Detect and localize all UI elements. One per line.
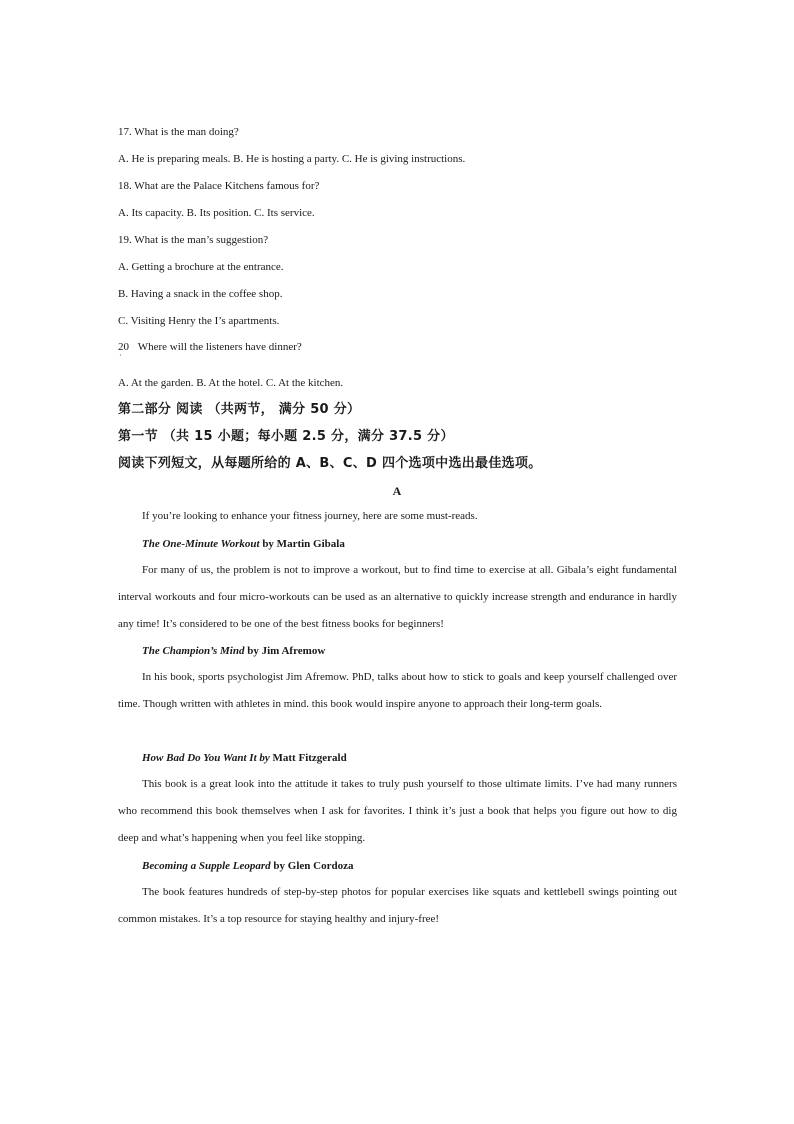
question-19-option-c: C. Visiting Henry the I’s apartments.	[118, 315, 280, 327]
book-heading-3	[142, 751, 347, 765]
book-heading-1	[142, 537, 345, 551]
book-description-1: For many of us, the problem is not to improve a workout, but to find time to exercise at all. Gibala’s eight fundamental interval workouts and four micro-workouts can be used as an alternative to quickly increase strength and endurance in hardly any time! It’s considered to be one of the best fitness books for beginners!	[118, 564, 677, 630]
book-heading-2	[142, 644, 325, 658]
part-two-heading: 第二部分 阅读 （共两节， 满分 50 分）	[118, 402, 361, 417]
section-one-heading: 第一节 （共 15 小题；每小题 2.5 分，满分 37.5 分）	[118, 429, 454, 444]
question-19-option-b: B. Having a snack in the coffee shop.	[118, 288, 283, 300]
book-author: by Glen Cordoza	[270, 860, 354, 872]
book-description-4: The book features hundreds of step-by-step photos for popular exercises like squats and kettlebell swings pointing out common mistakes. It’s a top resource for staying healthy and injury-free!	[118, 886, 677, 925]
book-title: How Bad Do You Want It by	[142, 752, 270, 764]
book-author: by Jim Afremow	[244, 645, 326, 657]
question-17-options: A. He is preparing meals. B. He is hosting a party. C. He is giving instructions.	[118, 153, 466, 165]
question-20-options: A. At the garden. B. At the hotel. C. At the kitchen.	[118, 377, 344, 389]
book-author: by Martin Gibala	[259, 538, 345, 550]
question-18: 18. What are the Palace Kitchens famous for?	[118, 180, 320, 192]
book-description-3: This book is a great look into the attitude it takes to truly push yourself to those ultimate limits. I’ve had many runners who recommend this book themselves when I ask for favorites. I think it’s just a book that helps you figure out how to dig deep and what’s happening when you feel like stopping.	[118, 778, 677, 844]
question-17: 17. What is the man doing?	[118, 126, 239, 138]
question-20	[118, 340, 302, 354]
book-heading-4	[142, 859, 353, 873]
reading-instruction: 阅读下列短文，从每题所给的 A、B、C、D 四个选项中选出最佳选项。	[118, 456, 542, 471]
question-20-number: 20	[118, 341, 129, 353]
book-title: The One-Minute Workout	[142, 538, 260, 550]
question-19-option-a: A. Getting a brochure at the entrance.	[118, 261, 284, 273]
question-18-options: A. Its capacity. B. Its position. C. Its service.	[118, 207, 315, 219]
passage-label: A	[392, 484, 402, 498]
book-title: Becoming a Supple Leopard	[142, 860, 271, 872]
question-20-text: Where will the listeners have dinner?	[137, 341, 302, 353]
book-title: The Champion’s Mind	[142, 645, 245, 657]
book-author: Matt Fitzgerald	[269, 752, 347, 764]
passage-intro: If you’re looking to enhance your fitness journey, here are some must-reads.	[142, 510, 478, 522]
book-description-2: In his book, sports psychologist Jim Afremow. PhD, talks about how to stick to goals and keep yourself challenged over time. Though written with athletes in mind. this book would inspire anyone to approach their long-term goals.	[118, 671, 677, 710]
stray-dot: ·	[119, 351, 122, 360]
question-19: 19. What is the man’s suggestion?	[118, 234, 269, 246]
